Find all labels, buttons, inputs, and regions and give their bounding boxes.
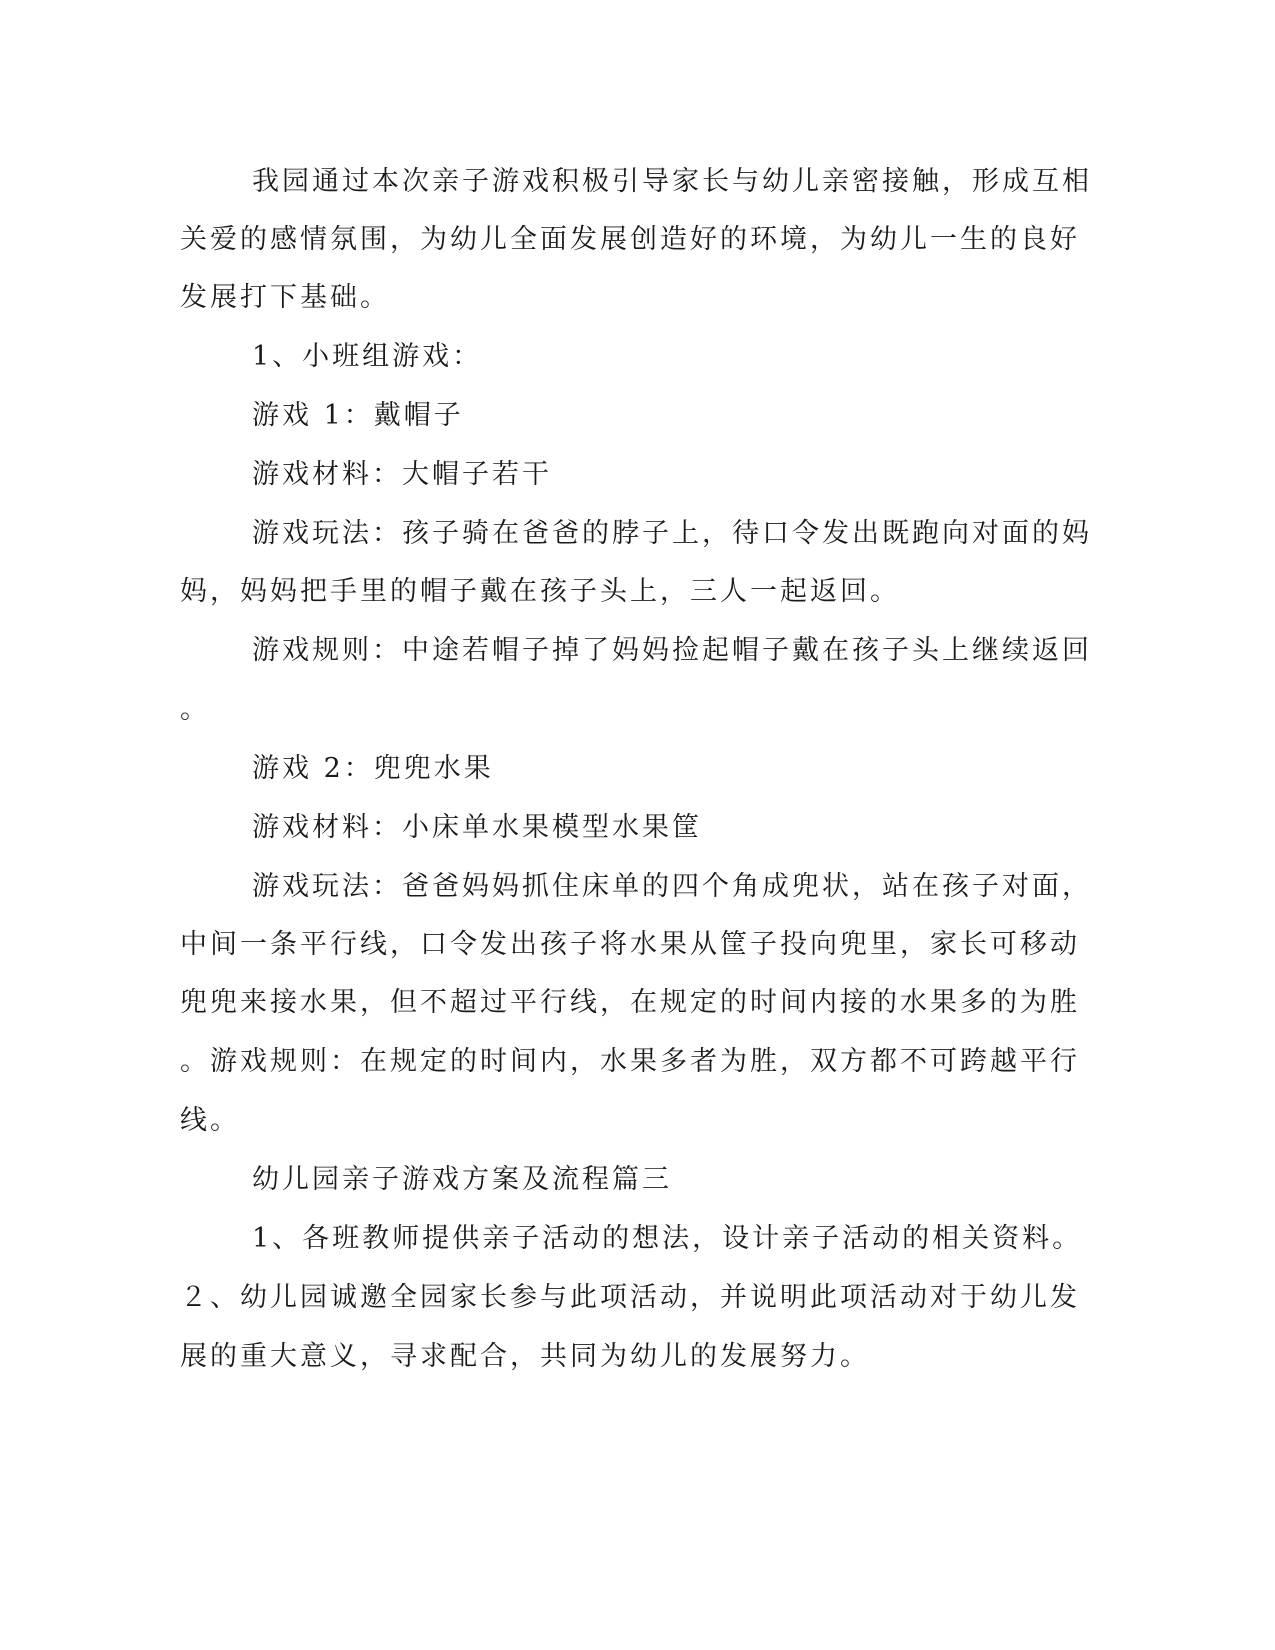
- text-line: 关爱的感情氛围，为幼儿全面发展创造好的环境，为幼儿一生的良好: [180, 224, 1080, 255]
- text-line: 1、各班教师提供亲子活动的想法，设计亲子活动的相关资料。: [252, 1223, 1083, 1254]
- text-line: 游戏玩法：孩子骑在爸爸的脖子上，待口令发出既跑向对面的妈: [252, 518, 1092, 549]
- text-line: 中间一条平行线，口令发出孩子将水果从筐子投向兜里，家长可移动: [180, 929, 1080, 960]
- text-line: 线。: [180, 1105, 240, 1136]
- game-title: 游戏 2：兜兜水果: [252, 753, 494, 784]
- text-line: 游戏玩法：爸爸妈妈抓住床单的四个角成兜状，站在孩子对面，: [252, 871, 1092, 902]
- text-line: 我园通过本次亲子游戏积极引导家长与幼儿亲密接触，形成互相: [252, 166, 1092, 197]
- text-line: 游戏材料：小床单水果模型水果筐: [252, 812, 702, 843]
- text-line: 。游戏规则：在规定的时间内，水果多者为胜，双方都不可跨越平行: [180, 1046, 1080, 1077]
- text-line: 游戏规则：中途若帽子掉了妈妈捡起帽子戴在孩子头上继续返回: [252, 635, 1092, 666]
- game-title: 游戏 1：戴帽子: [252, 400, 464, 431]
- text-line: 兜兜来接水果，但不超过平行线，在规定的时间内接的水果多的为胜: [180, 987, 1080, 1018]
- text-line: 展的重大意义，寻求配合，共同为幼儿的发展努力。: [180, 1341, 870, 1372]
- section-heading: 幼儿园亲子游戏方案及流程篇三: [252, 1164, 672, 1195]
- text-line: ２、幼儿园诚邀全园家长参与此项活动，并说明此项活动对于幼儿发: [180, 1282, 1080, 1313]
- text-line: 游戏材料：大帽子若干: [252, 459, 552, 490]
- text-line: 发展打下基础。: [180, 282, 390, 313]
- section-heading: 1、小班组游戏：: [252, 341, 483, 372]
- text-line: 妈，妈妈把手里的帽子戴在孩子头上，三人一起返回。: [180, 576, 900, 607]
- text-line: 。: [180, 694, 210, 725]
